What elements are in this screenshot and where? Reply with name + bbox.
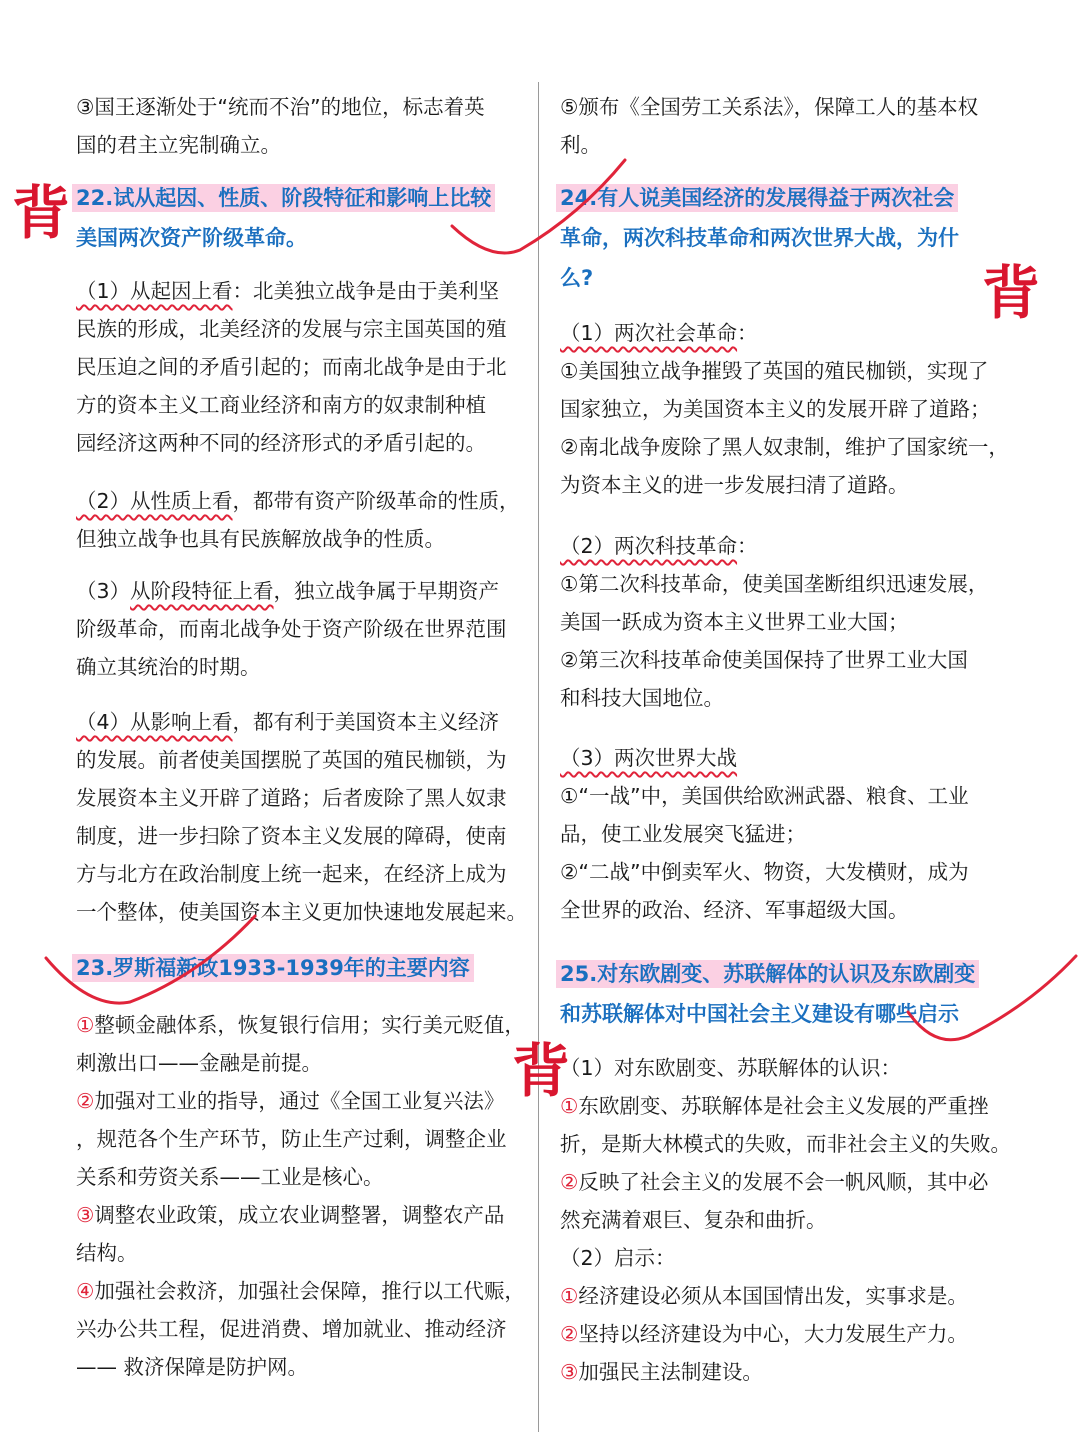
question-title-line: 24.有人说美国经济的发展得益于两次社会: [556, 184, 958, 212]
item-number: ①: [560, 1284, 579, 1308]
item-number: ②: [560, 1170, 579, 1194]
text-line: 方与北方在政治制度上统一起来，在经济上成为: [76, 862, 507, 886]
text-line: ②“二战”中倒卖军火、物资，大发横财，成为: [560, 860, 969, 884]
text-line: 折，是斯大林模式的失败，而非社会主义的失败。: [560, 1132, 1011, 1156]
text-line: 美国一跃成为资本主义世界工业大国；: [560, 610, 909, 634]
text-line: —— 救济保障是防护网。: [76, 1355, 309, 1379]
text-line: 加强对工业的指导，通过《全国工业复兴法》: [94, 1089, 505, 1113]
item-number: ③: [560, 1360, 579, 1384]
question-title-line: 22.试从起因、性质、阶段特征和影响上比较: [72, 184, 495, 212]
question-title-line: 25.对东欧剧变、苏联解体的认识及东欧剧变: [556, 960, 979, 988]
text-line: ，独立战争属于早期资产: [273, 579, 500, 603]
text-line: 的发展。前者使美国摆脱了英国的殖民枷锁，为: [76, 748, 507, 772]
text-line: 一个整体，使美国资本主义更加快速地发展起来。: [76, 900, 527, 924]
item-number: ③: [76, 1203, 95, 1227]
section-label: （2）启示：: [560, 1246, 676, 1270]
label-suffix: ：: [737, 534, 758, 558]
text-line: 全世界的政治、经济、军事超级大国。: [560, 898, 909, 922]
text-line: 经济建设必须从本国国情出发，实事求是。: [578, 1284, 968, 1308]
text-line: 阶级革命，而南北战争处于资产阶级在世界范围: [76, 617, 507, 641]
text-line: 整顿金融体系，恢复银行信用；实行美元贬值，: [94, 1013, 525, 1037]
item-number: ②: [560, 1322, 579, 1346]
section-label: （1）对东欧剧变、苏联解体的认识：: [560, 1056, 902, 1080]
text-line: 民压迫之间的矛盾引起的；而南北战争是由于北: [76, 355, 507, 379]
point-label: （1）从起因上看: [76, 279, 233, 303]
question-title-line: 和苏联解体对中国社会主义建设有哪些启示: [560, 1002, 959, 1026]
text-line: ，规范各个生产环节，防止生产过剩，调整企业: [76, 1127, 507, 1151]
point-label: （2）从性质上看: [76, 489, 233, 513]
text-line: 品，使工业发展突飞猛进；: [560, 822, 806, 846]
section-label: （1）两次社会革命: [560, 321, 738, 345]
item-number: ②: [76, 1089, 95, 1113]
text-line: ①第二次科技革命，使美国垄断组织迅速发展，: [560, 572, 989, 596]
text-line: 但独立战争也具有民族解放战争的性质。: [76, 527, 445, 551]
text-line: 利。: [560, 133, 601, 157]
question-title-line: 么?: [560, 266, 594, 290]
memorize-stamp: 背: [12, 179, 71, 247]
text-line: 关系和劳资关系——工业是核心。: [76, 1165, 384, 1189]
label-suffix: ：: [737, 321, 758, 345]
text-line: 坚持以经济建设为中心，大力发展生产力。: [578, 1322, 968, 1346]
text-line: 国家独立，为美国资本主义的发展开辟了道路；: [560, 397, 991, 421]
text-line: ①美国独立战争摧毁了英国的殖民枷锁，实现了: [560, 359, 989, 383]
text-line: 结构。: [76, 1241, 138, 1265]
text-line: 加强民主法制建设。: [578, 1360, 763, 1384]
section-label: （3）两次世界大战: [560, 746, 738, 770]
text-line: 加强社会救济，加强社会保障，推行以工代赈，: [94, 1279, 525, 1303]
question-title-line: 美国两次资产阶级革命。: [76, 226, 307, 250]
item-number: ④: [76, 1279, 95, 1303]
text-line: 制度，进一步扫除了资本主义发展的障碍，使南: [76, 824, 507, 848]
checkmark-icon: [46, 916, 255, 1003]
point-label: 从阶段特征上看: [130, 579, 274, 603]
question-title-line: 革命，两次科技革命和两次世界大战，为什: [560, 226, 959, 250]
text-line: ②第三次科技革命使美国保持了世界工业大国: [560, 648, 968, 672]
checkmark-icon: [452, 160, 625, 253]
question-title-line: 23.罗斯福新政1933-1939年的主要内容: [72, 954, 474, 982]
item-number: ①: [76, 1013, 95, 1037]
text-line: 为资本主义的进一步发展扫清了道路。: [560, 473, 909, 497]
text-line: 园经济这两种不同的经济形式的矛盾引起的。: [76, 431, 486, 455]
text-line: 民族的形成，北美经济的发展与宗主国英国的殖: [76, 317, 507, 341]
text-line: 和科技大国地位。: [560, 686, 724, 710]
text-line: 方的资本主义工商业经济和南方的奴隶制种植: [76, 393, 486, 417]
text-line: 刺激出口——金融是前提。: [76, 1051, 322, 1075]
text-line: 然充满着艰巨、复杂和曲折。: [560, 1208, 827, 1232]
text-line: 反映了社会主义的发展不会一帆风顺，其中必: [578, 1170, 989, 1194]
text-line: 东欧剧变、苏联解体是社会主义发展的严重挫: [578, 1094, 989, 1118]
text-line: 发展资本主义开辟了道路；后者废除了黑人奴隶: [76, 786, 507, 810]
text-line: 国的君主立宪制确立。: [76, 133, 281, 157]
memorize-stamp: 背: [982, 259, 1041, 327]
item-number: ①: [560, 1094, 579, 1118]
text-line: 兴办公共工程，促进消费、增加就业、推动经济: [76, 1317, 507, 1341]
text-line: ：北美独立战争是由于美利坚: [232, 279, 500, 303]
checkmark-icon: [908, 956, 1076, 1040]
point-prefix: （3）: [76, 579, 131, 603]
text-line: ③国王逐渐处于“统而不治”的地位，标志着英: [76, 95, 485, 119]
text-line: 确立其统治的时期。: [76, 655, 261, 679]
section-label: （2）两次科技革命: [560, 534, 738, 558]
text-line: ，都带有资产阶级革命的性质，: [232, 489, 520, 513]
text-line: ，都有利于美国资本主义经济: [232, 710, 500, 734]
memorize-stamp: 背: [512, 1037, 571, 1105]
text-line: 调整农业政策，成立农业调整署，调整农产品: [94, 1203, 505, 1227]
text-line: ②南北战争废除了黑人奴隶制，维护了国家统一，: [560, 435, 1009, 459]
text-line: ①“一战”中，美国供给欧洲武器、粮食、工业: [560, 784, 969, 808]
text-line: ⑤颁布《全国劳工关系法》，保障工人的基本权: [560, 95, 979, 119]
point-label: （4）从影响上看: [76, 710, 233, 734]
